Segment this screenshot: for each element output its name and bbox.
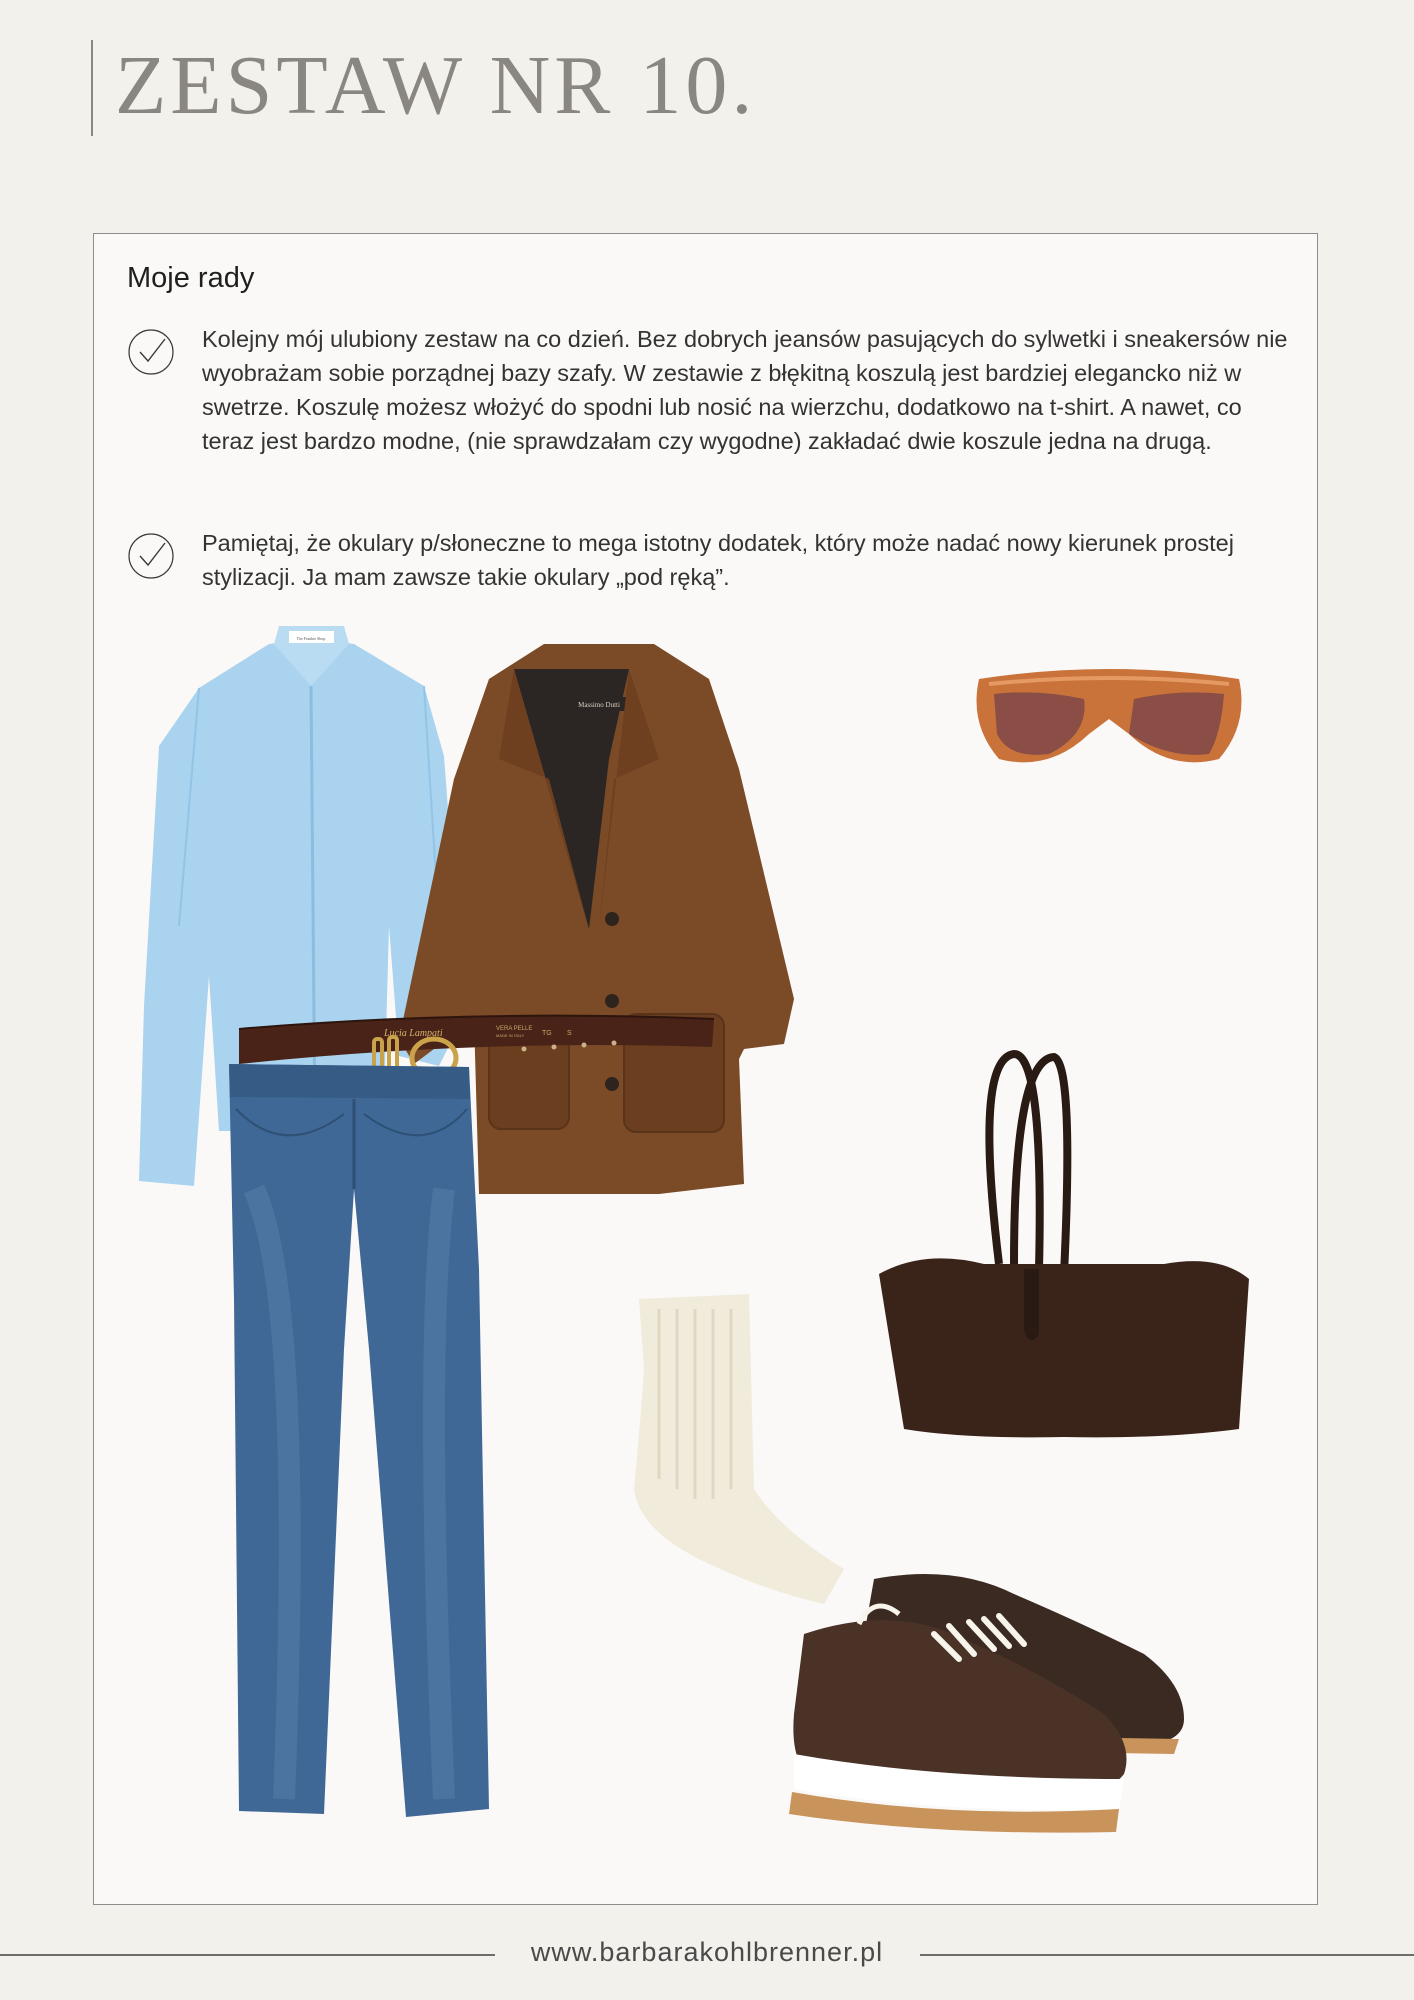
section-title: Moje rady <box>127 262 255 294</box>
dark-brown-suede-shoulder-bag <box>864 1039 1264 1469</box>
orange-aviator-sunglasses <box>969 664 1249 774</box>
title-rule <box>91 40 93 136</box>
jacket-label: Massimo Dutti <box>578 701 620 709</box>
brown-suede-sneakers <box>784 1564 1224 1844</box>
advice-card <box>93 233 1318 1905</box>
outfit-collage <box>94 234 1317 1904</box>
belt-label: TG <box>542 1030 552 1037</box>
belt-label: MADE IN ITALY <box>496 1033 525 1038</box>
footer-url[interactable]: www.barbarakohlbrenner.pl <box>530 1937 884 1967</box>
shirt-label: The Frankie Shop <box>296 636 326 641</box>
blue-straight-jeans <box>194 1049 494 1824</box>
belt-label: S <box>567 1030 572 1037</box>
tip-text: Kolejny mój ulubiony zestaw na co dzień. Bez dobrych jeansów pasujących do sylwetki i sneakersów nie wyobrażam sobie porządnej bazy szafy. W zestawie z błękitną koszulą jest bardziej elegancko niż w swetrze. Koszulę możesz włożyć do spodni lub nosić na wierzchu, dodatkowo na t-shirt. A nawet, co teraz jest bardzo modne, (nie sprawdzałam czy wygodne) zakładać dwie koszule jedna na drugą. <box>202 326 1288 454</box>
belt-brand: Lucia Lampati <box>384 1028 443 1039</box>
cream-ribbed-socks <box>619 1289 859 1609</box>
belt-label: VERA PELLE <box>496 1026 533 1032</box>
tip-text: Pamiętaj, że okulary p/słoneczne to mega istotny dodatek, który może nadać nowy kierunek prostej stylizacji. Ja mam zawsze takie okulary „pod ręką”. <box>202 530 1234 590</box>
page-title: ZESTAW NR 10. <box>115 39 757 132</box>
